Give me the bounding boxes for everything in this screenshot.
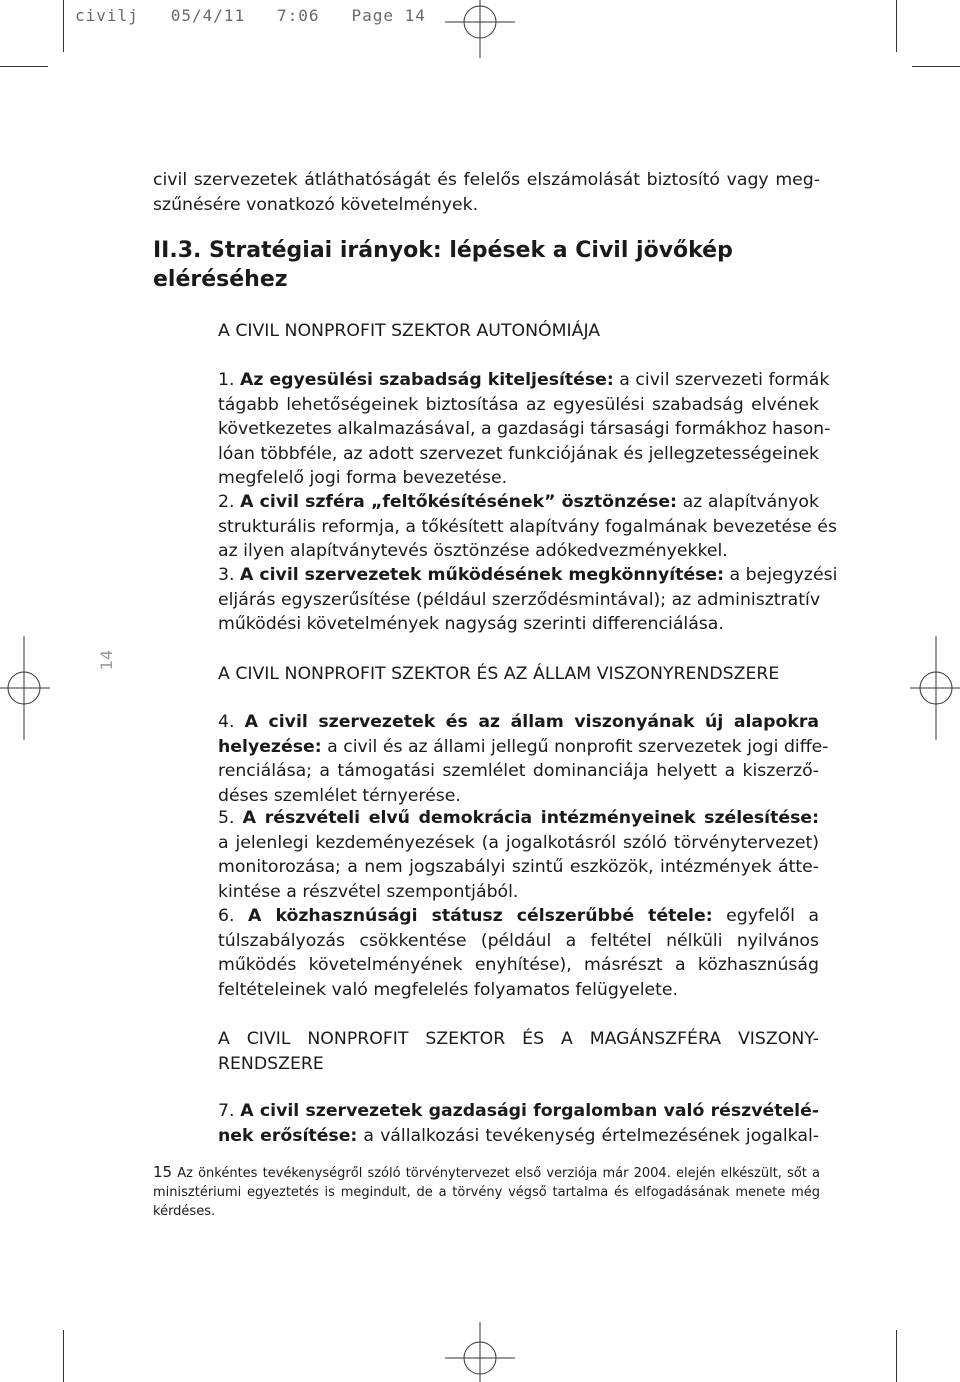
list-item: 3. A civil szervezetek működésének megkönnyítése: a bejegyzési eljárás egyszerűsítése (például szerződésmintával); az adminisztratív működési követelmények nagyság szerinti differenciálása. xyxy=(218,565,838,634)
subsection-heading: A CIVIL NONPROFIT SZEKTOR ÉS AZ ÁLLAM VISZONYRENDSZERE xyxy=(218,664,780,684)
registration-mark-icon xyxy=(445,0,515,60)
crop-mark xyxy=(63,1330,64,1382)
subsection-heading: A CIVIL NONPROFIT SZEKTOR AUTONÓMIÁJA xyxy=(218,321,601,341)
section-title: II.3. Stratégiai irányok: lépések a Civil jövőkép eléréséhez xyxy=(153,238,733,292)
footnote-number: 15 xyxy=(153,1163,173,1181)
page-number: 14 xyxy=(96,649,116,671)
list-item: 7. A civil szervezetek gazdasági forgalomban való részvételé- nek erősítése: a vállalkozási tevékenység értelmezésének jogalkal- xyxy=(218,1101,820,1146)
crop-mark xyxy=(912,66,960,67)
list-item: 1. Az egyesülési szabadság kiteljesítése: a civil szervezeti formák tágabb lehetőségeinek biztosítása az egyesülési szabadság elvének következetes alkalmazásával, a gazdasági társasági formákhoz hason- lóan többféle, az adott szervezet funkciójának és jellegzetességeinek megfelelő jogi forma bevezetése. xyxy=(218,370,831,488)
slug-line: civilj 05/4/11 7:06 Page 14 xyxy=(75,6,426,25)
list-item: 5. A részvételi elvű demokrácia intézményeinek szélesítése: a jelenlegi kezdeményezések (a jogalkotásról szóló törvénytervezet) monitorozása; a nem jogszabályi szintű eszközök, intézmények átte- kintése a részvétel szempontjából. xyxy=(218,808,819,902)
crop-mark xyxy=(0,66,48,67)
list-item: 4. A civil szervezetek és az állam viszonyának új alapokra helyezése: a civil és az állami jellegű nonprofit szervezetek jogi diffe- renciálása; a támogatási szemlélet dominanciája helyett a kiszerző- déses szemlélet térnyerése. xyxy=(218,712,829,806)
list-item: 6. A közhasznúsági státusz célszerűbbé tétele: egyfelől a túlszabályozás csökkentése (például a feltétel nélküli nyilvános működés követelményének enyhítése), másrészt a közhasznúság feltételeinek való megfelelés folyamatos felügyelete. xyxy=(218,906,819,1000)
crop-mark xyxy=(896,0,897,52)
registration-mark-icon xyxy=(0,636,50,740)
intro-text: civil szervezetek átláthatóságát és felelős elszámolását biztosító vagy meg- szűnésére vonatkozó követelmények. xyxy=(153,170,820,215)
subsection-heading: A CIVIL NONPROFIT SZEKTOR ÉS A MAGÁNSZFÉRA VISZONY- RENDSZERE xyxy=(218,1029,819,1074)
crop-mark xyxy=(896,1330,897,1382)
crop-mark xyxy=(63,0,64,52)
registration-mark-icon xyxy=(445,1322,515,1382)
list-item: 2. A civil szféra „feltőkésítésének” ösztönzése: az alapítványok strukturális reformja, a tőkésített alapítvány fogalmának bevezetése és az ilyen alapítványtevés ösztönzése adókedvezményekkel. xyxy=(218,492,837,561)
footnote: 15 Az önkéntes tevékenységről szóló törvénytervezet első verziója már 2004. elején elkészült, sőt a minisztériumi egyeztetés is megindult, de a törvény végső tartalma és elfogadásának menete még kérdéses. xyxy=(153,1163,820,1219)
registration-mark-icon xyxy=(910,636,960,740)
